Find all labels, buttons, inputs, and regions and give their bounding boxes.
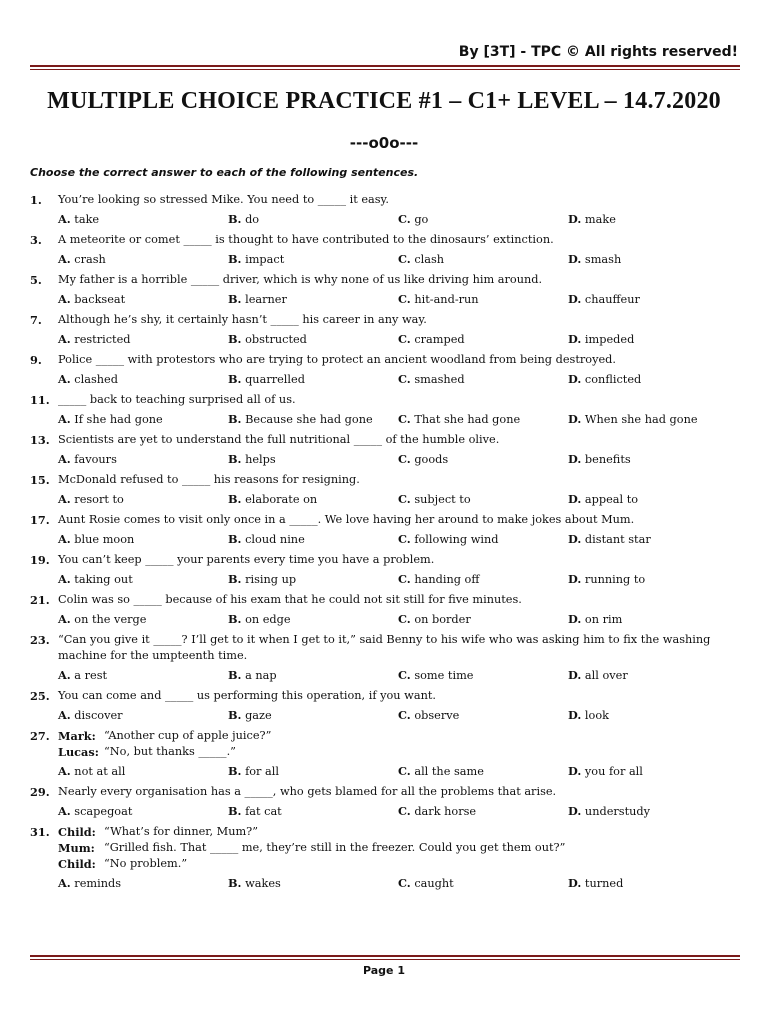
footer-divider xyxy=(30,955,740,960)
option-text: quarrelled xyxy=(245,373,305,386)
answer-option[interactable] xyxy=(58,611,146,628)
question-text: A meteorite or comet _____ is thought to have contributed to the dinosaurs’ extinction. xyxy=(58,233,554,246)
option-text: appeal to xyxy=(584,493,639,506)
speaker-name: Child: xyxy=(58,825,96,839)
answer-options xyxy=(30,875,742,893)
option-letter: B. xyxy=(228,708,242,722)
option-text: Because she had gone xyxy=(245,413,373,426)
option-letter: A. xyxy=(58,492,71,506)
answer-option[interactable] xyxy=(398,291,479,308)
option-text: smashed xyxy=(414,373,465,386)
answer-option[interactable] xyxy=(568,331,634,348)
option-text: favours xyxy=(74,453,117,466)
option-letter: D. xyxy=(568,332,582,346)
question-number: 1. xyxy=(30,193,42,207)
answer-option[interactable] xyxy=(398,451,448,468)
dialogue xyxy=(58,824,742,872)
answer-option[interactable] xyxy=(398,803,476,820)
option-text: on edge xyxy=(245,613,291,626)
question-number: 11. xyxy=(30,393,50,407)
option-text: distant star xyxy=(584,533,651,546)
option-text: benefits xyxy=(584,453,631,466)
option-text: look xyxy=(584,709,609,722)
option-letter: D. xyxy=(568,804,582,818)
option-letter: D. xyxy=(568,212,582,226)
option-text: all over xyxy=(584,669,628,682)
answer-option[interactable] xyxy=(568,763,643,780)
question-number: 29. xyxy=(30,785,50,799)
question-item xyxy=(30,784,742,821)
option-letter: B. xyxy=(228,212,242,226)
answer-option[interactable] xyxy=(398,707,459,724)
answer-option[interactable] xyxy=(228,371,305,388)
dialogue-line xyxy=(58,824,742,840)
option-letter: A. xyxy=(58,532,71,546)
answer-options xyxy=(30,667,742,685)
question-text: “Can you give it _____? I’ll get to it when I get to it,” said Benny to his wife who was asking him to fix the washing machine for the umpteenth time. xyxy=(58,633,711,662)
question-item xyxy=(30,432,742,469)
option-text: a rest xyxy=(74,669,108,682)
answer-option[interactable] xyxy=(58,371,118,388)
option-letter: B. xyxy=(228,332,242,346)
answer-option[interactable] xyxy=(58,531,134,548)
answer-options xyxy=(30,411,742,429)
answer-options xyxy=(30,707,742,725)
option-letter: A. xyxy=(58,292,71,306)
option-text: on the verge xyxy=(74,613,147,626)
speaker-name: Child: xyxy=(58,857,96,871)
dialogue-line xyxy=(58,856,742,872)
answer-option[interactable] xyxy=(568,451,631,468)
option-letter: C. xyxy=(398,252,411,266)
option-text: you for all xyxy=(584,765,643,778)
option-text: rising up xyxy=(245,573,297,586)
answer-option[interactable] xyxy=(58,491,124,508)
option-letter: D. xyxy=(568,292,582,306)
option-text: reminds xyxy=(74,877,122,890)
option-text: cloud nine xyxy=(245,533,305,546)
speaker-line: “No, but thanks _____.” xyxy=(104,745,236,758)
option-letter: A. xyxy=(58,452,71,466)
answer-option[interactable] xyxy=(228,251,284,268)
question-number: 3. xyxy=(30,233,42,247)
option-text: some time xyxy=(414,669,474,682)
option-letter: B. xyxy=(228,572,242,586)
question-item xyxy=(30,312,742,349)
answer-option[interactable] xyxy=(228,531,305,548)
question-item xyxy=(30,824,742,893)
answer-option[interactable] xyxy=(58,707,123,724)
question-item xyxy=(30,592,742,629)
option-text: conflicted xyxy=(584,373,642,386)
option-letter: A. xyxy=(58,876,71,890)
answer-option[interactable] xyxy=(228,707,272,724)
question-text: Scientists are yet to understand the full nutritional _____ of the humble olive. xyxy=(58,433,500,446)
option-letter: C. xyxy=(398,668,411,682)
option-letter: D. xyxy=(568,412,582,426)
question-item xyxy=(30,192,742,229)
speaker-line: “What’s for dinner, Mum?” xyxy=(104,825,259,838)
option-text: a nap xyxy=(245,669,277,682)
option-letter: D. xyxy=(568,612,582,626)
question-item xyxy=(30,632,742,685)
answer-option[interactable] xyxy=(398,211,428,228)
option-text: hit-and-run xyxy=(414,293,479,306)
question-text: You can’t keep _____ your parents every time you have a problem. xyxy=(58,553,435,566)
option-letter: C. xyxy=(398,804,411,818)
option-text: restricted xyxy=(74,333,131,346)
answer-options xyxy=(30,211,742,229)
answer-option[interactable] xyxy=(568,667,628,684)
answer-option[interactable] xyxy=(398,371,465,388)
answer-option[interactable] xyxy=(58,251,106,268)
header-credit: By [3T] - TPC © All rights reserved! xyxy=(458,44,738,60)
option-letter: C. xyxy=(398,492,411,506)
option-letter: B. xyxy=(228,452,242,466)
answer-option[interactable] xyxy=(228,667,277,684)
option-letter: B. xyxy=(228,252,242,266)
answer-option[interactable] xyxy=(398,251,444,268)
question-list xyxy=(30,192,742,893)
option-text: impeded xyxy=(584,333,635,346)
answer-options xyxy=(30,251,742,269)
option-text: understudy xyxy=(584,805,651,818)
option-letter: D. xyxy=(568,532,582,546)
answer-option[interactable] xyxy=(58,411,163,428)
option-letter: D. xyxy=(568,876,582,890)
answer-options xyxy=(30,291,742,309)
question-number: 27. xyxy=(30,729,50,743)
answer-option[interactable] xyxy=(398,875,454,892)
answer-option[interactable] xyxy=(58,803,132,820)
option-text: When she had gone xyxy=(584,413,698,426)
question-text: Police _____ with protestors who are trying to protect an ancient woodland from being destroyed. xyxy=(58,353,616,366)
option-letter: B. xyxy=(228,532,242,546)
title-ornament: ---o0o--- xyxy=(349,134,419,152)
option-letter: C. xyxy=(398,876,411,890)
question-number: 21. xyxy=(30,593,50,607)
question-item xyxy=(30,392,742,429)
question-number: 31. xyxy=(30,825,50,839)
option-letter: C. xyxy=(398,332,411,346)
option-text: make xyxy=(584,213,616,226)
question-number: 5. xyxy=(30,273,42,287)
answer-options xyxy=(30,763,742,781)
answer-option[interactable] xyxy=(58,291,125,308)
option-letter: B. xyxy=(228,668,242,682)
question-item xyxy=(30,552,742,589)
option-text: all the same xyxy=(414,765,484,778)
question-text: You’re looking so stressed Mike. You need to _____ it easy. xyxy=(58,193,390,206)
option-letter: A. xyxy=(58,804,71,818)
answer-option[interactable] xyxy=(228,611,291,628)
question-item xyxy=(30,272,742,309)
answer-option[interactable] xyxy=(228,451,276,468)
option-letter: D. xyxy=(568,252,582,266)
answer-option[interactable] xyxy=(398,331,465,348)
answer-option[interactable] xyxy=(398,531,499,548)
option-letter: D. xyxy=(568,492,582,506)
answer-option[interactable] xyxy=(568,411,698,428)
option-letter: C. xyxy=(398,412,411,426)
option-text: wakes xyxy=(245,877,281,890)
answer-option[interactable] xyxy=(568,211,616,228)
answer-options xyxy=(30,531,742,549)
option-letter: A. xyxy=(58,332,71,346)
option-text: on border xyxy=(414,613,471,626)
question-number: 9. xyxy=(30,353,42,367)
option-text: impact xyxy=(245,253,285,266)
option-text: scapegoat xyxy=(74,805,133,818)
option-letter: B. xyxy=(228,804,242,818)
answer-option[interactable] xyxy=(228,211,259,228)
option-text: crash xyxy=(74,253,106,266)
option-text: clash xyxy=(414,253,445,266)
option-letter: D. xyxy=(568,452,582,466)
answer-option[interactable] xyxy=(58,451,117,468)
option-text: not at all xyxy=(74,765,126,778)
option-letter: C. xyxy=(398,372,411,386)
question-text: Although he’s shy, it certainly hasn’t _____ his career in any way. xyxy=(58,313,427,326)
answer-option[interactable] xyxy=(228,875,281,892)
option-letter: D. xyxy=(568,668,582,682)
speaker-name: Mark: xyxy=(58,729,96,743)
question-text: You can come and _____ us performing this operation, if you want. xyxy=(58,689,436,702)
speaker-name: Lucas: xyxy=(58,745,99,759)
speaker-line: “Grilled fish. That _____ me, they’re still in the freezer. Could you get them out?” xyxy=(104,841,566,854)
option-letter: A. xyxy=(58,372,71,386)
option-text: helps xyxy=(245,453,276,466)
option-letter: A. xyxy=(58,572,71,586)
instructions: Choose the correct answer to each of the following sentences. xyxy=(30,166,419,179)
option-text: obstructed xyxy=(245,333,307,346)
question-text: My father is a horrible _____ driver, which is why none of us like driving him around. xyxy=(58,273,543,286)
answer-option[interactable] xyxy=(398,411,520,428)
option-letter: D. xyxy=(568,708,582,722)
question-number: 25. xyxy=(30,689,50,703)
option-text: running to xyxy=(584,573,646,586)
option-text: taking out xyxy=(74,573,133,586)
answer-options xyxy=(30,451,742,469)
option-text: resort to xyxy=(74,493,124,506)
option-letter: D. xyxy=(568,764,582,778)
answer-option[interactable] xyxy=(58,875,121,892)
option-letter: C. xyxy=(398,212,411,226)
option-letter: B. xyxy=(228,612,242,626)
question-item xyxy=(30,352,742,389)
option-text: fat cat xyxy=(245,805,282,818)
answer-options xyxy=(30,371,742,389)
answer-options xyxy=(30,611,742,629)
option-letter: A. xyxy=(58,764,71,778)
answer-option[interactable] xyxy=(228,291,287,308)
answer-option[interactable] xyxy=(58,667,107,684)
answer-option[interactable] xyxy=(58,211,99,228)
option-text: subject to xyxy=(414,493,471,506)
option-text: take xyxy=(74,213,100,226)
answer-option[interactable] xyxy=(568,291,640,308)
dialogue-line xyxy=(58,744,742,760)
option-letter: C. xyxy=(398,292,411,306)
option-text: smash xyxy=(584,253,622,266)
option-text: learner xyxy=(245,293,287,306)
question-item xyxy=(30,472,742,509)
option-letter: C. xyxy=(398,764,411,778)
answer-option[interactable] xyxy=(228,571,296,588)
answer-option[interactable] xyxy=(568,371,641,388)
question-number: 7. xyxy=(30,313,42,327)
answer-option[interactable] xyxy=(228,763,279,780)
answer-option[interactable] xyxy=(228,411,373,428)
answer-option[interactable] xyxy=(568,571,645,588)
option-text: turned xyxy=(584,877,624,890)
option-text: handing off xyxy=(414,573,480,586)
question-number: 15. xyxy=(30,473,50,487)
dialogue xyxy=(58,728,742,760)
answer-option[interactable] xyxy=(398,667,473,684)
option-text: dark horse xyxy=(414,805,477,818)
answer-option[interactable] xyxy=(568,531,651,548)
option-letter: A. xyxy=(58,412,71,426)
option-text: goods xyxy=(414,453,449,466)
option-letter: C. xyxy=(398,532,411,546)
answer-option[interactable] xyxy=(398,763,484,780)
option-text: backseat xyxy=(74,293,126,306)
option-letter: B. xyxy=(228,412,242,426)
option-text: gaze xyxy=(245,709,272,722)
answer-options xyxy=(30,491,742,509)
option-text: If she had gone xyxy=(74,413,163,426)
option-text: observe xyxy=(414,709,460,722)
option-text: That she had gone xyxy=(414,413,521,426)
answer-option[interactable] xyxy=(568,611,622,628)
option-text: blue moon xyxy=(74,533,135,546)
question-text: Nearly every organisation has a _____, who gets blamed for all the problems that arise. xyxy=(58,785,557,798)
question-text: Colin was so _____ because of his exam that he could not sit still for five minutes. xyxy=(58,593,522,606)
option-letter: A. xyxy=(58,708,71,722)
question-number: 19. xyxy=(30,553,50,567)
answer-options xyxy=(30,803,742,821)
option-text: discover xyxy=(74,709,123,722)
header-divider xyxy=(30,65,740,70)
question-number: 17. xyxy=(30,513,50,527)
option-letter: C. xyxy=(398,452,411,466)
dialogue-line xyxy=(58,728,742,744)
question-text: Aunt Rosie comes to visit only once in a _____. We love having her around to make jokes about Mum. xyxy=(58,513,635,526)
answer-option[interactable] xyxy=(568,875,623,892)
option-text: caught xyxy=(414,877,454,890)
option-text: go xyxy=(414,213,429,226)
answer-option[interactable] xyxy=(568,491,638,508)
speaker-line: “No problem.” xyxy=(104,857,188,870)
answer-option[interactable] xyxy=(568,251,621,268)
question-item xyxy=(30,728,742,781)
dialogue-line xyxy=(58,840,742,856)
question-text: McDonald refused to _____ his reasons for resigning. xyxy=(58,473,360,486)
answer-options xyxy=(30,571,742,589)
option-text: following wind xyxy=(414,533,499,546)
answer-option[interactable] xyxy=(398,611,471,628)
question-text: _____ back to teaching surprised all of us. xyxy=(58,393,296,406)
option-text: cramped xyxy=(414,333,465,346)
answer-option[interactable] xyxy=(228,491,317,508)
answer-option[interactable] xyxy=(568,803,650,820)
option-letter: B. xyxy=(228,876,242,890)
option-letter: B. xyxy=(228,492,242,506)
option-text: elaborate on xyxy=(245,493,318,506)
option-text: chauffeur xyxy=(584,293,640,306)
question-number: 23. xyxy=(30,633,50,647)
answer-option[interactable] xyxy=(228,803,282,820)
answer-option[interactable] xyxy=(568,707,609,724)
option-letter: D. xyxy=(568,572,582,586)
page-number: Page 1 xyxy=(362,964,405,977)
option-letter: A. xyxy=(58,212,71,226)
answer-option[interactable] xyxy=(398,491,471,508)
option-letter: C. xyxy=(398,708,411,722)
option-letter: A. xyxy=(58,668,71,682)
answer-option[interactable] xyxy=(228,331,307,348)
option-letter: A. xyxy=(58,612,71,626)
option-text: do xyxy=(245,213,260,226)
answer-options xyxy=(30,331,742,349)
option-letter: D. xyxy=(568,372,582,386)
option-letter: C. xyxy=(398,612,411,626)
answer-option[interactable] xyxy=(58,571,133,588)
option-text: clashed xyxy=(74,373,118,386)
answer-option[interactable] xyxy=(398,571,479,588)
answer-option[interactable] xyxy=(58,763,125,780)
option-text: for all xyxy=(245,765,280,778)
answer-option[interactable] xyxy=(58,331,131,348)
question-item xyxy=(30,688,742,725)
question-number: 13. xyxy=(30,433,50,447)
page-title: MULTIPLE CHOICE PRACTICE #1 – C1+ LEVEL – 14.7.2020 xyxy=(47,88,721,114)
option-letter: C. xyxy=(398,572,411,586)
option-letter: B. xyxy=(228,292,242,306)
option-letter: B. xyxy=(228,372,242,386)
option-letter: B. xyxy=(228,764,242,778)
option-letter: A. xyxy=(58,252,71,266)
option-text: on rim xyxy=(584,613,623,626)
question-item xyxy=(30,232,742,269)
speaker-line: “Another cup of apple juice?” xyxy=(104,729,272,742)
question-item xyxy=(30,512,742,549)
speaker-name: Mum: xyxy=(58,841,95,855)
